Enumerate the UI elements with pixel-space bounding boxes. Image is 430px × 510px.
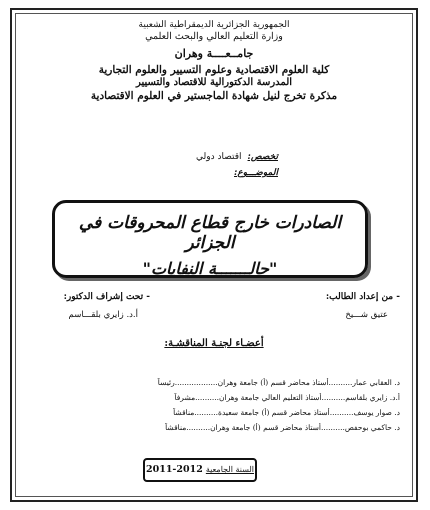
faculty-line: كلية العلوم الاقتصادية وعلوم التسيير والعلوم التجارية (98, 63, 330, 76)
specialty-label: تخصص: (247, 152, 278, 162)
year-value: 2011-2012 (145, 464, 203, 475)
cover-page (20, 16, 408, 494)
jury-member-4: د. حاكمي بوحفص..........أستاذ محاضر قسم (أ) جامعة وهران..........مناقشاً (165, 423, 400, 432)
university-line: جامــعــــة وهران (174, 47, 254, 61)
republic-line: الجمهورية الجزائرية الديمقراطية الشعبية (138, 20, 290, 30)
jury-member-1: د. العقابي عمار..........أستاذ محاضر قسم (أ) جامعة وهران..................رئيساً (157, 378, 400, 387)
specialty-value: اقتصاد دولي (195, 152, 242, 162)
title-line-1: الصادرات خارج قطاع المحروقات في الجزائر (78, 213, 342, 253)
specialty-row (196, 152, 278, 162)
jury-member-3: د. صوار يوسف..........أستاذ محاضر قسم (أ) جامعة سعيدة..........مناقشاً (173, 408, 400, 417)
academic-year-box (143, 458, 257, 482)
topic-row (234, 168, 278, 178)
title-line-2: "حالـــــــة النفايات" (142, 259, 278, 278)
title-box (52, 200, 368, 278)
student-name: عتيق شـــيخ (345, 310, 388, 320)
supervisor-label: - تحت إشراف الدكتور: (63, 292, 150, 302)
student-label: - من إعداد الطالب: (325, 292, 400, 302)
year-label: السنة الجامعية (205, 465, 254, 474)
school-line: المدرسة الدكتورالية للاقتصاد والتسيير (135, 77, 293, 88)
topic-label: الموضـــوع: (234, 168, 278, 178)
header-block (20, 20, 408, 103)
ministry-line: وزارة التعليم العالي والبحث العلمي (145, 31, 283, 43)
supervisor-name: أ.د. زايري بلقـــاسم (68, 310, 138, 320)
thesis-note-line: مذكرة تخرج لنيل شهادة الماجستير في العلوم الاقتصادية (90, 89, 338, 102)
jury-member-2: أ.د. زايري بلقاسم..........أستاذ التعليم العالي جامعة وهران..........مشرفاً (174, 393, 400, 402)
jury-title: أعضـاء لجنـة المناقشـة: (164, 338, 264, 349)
